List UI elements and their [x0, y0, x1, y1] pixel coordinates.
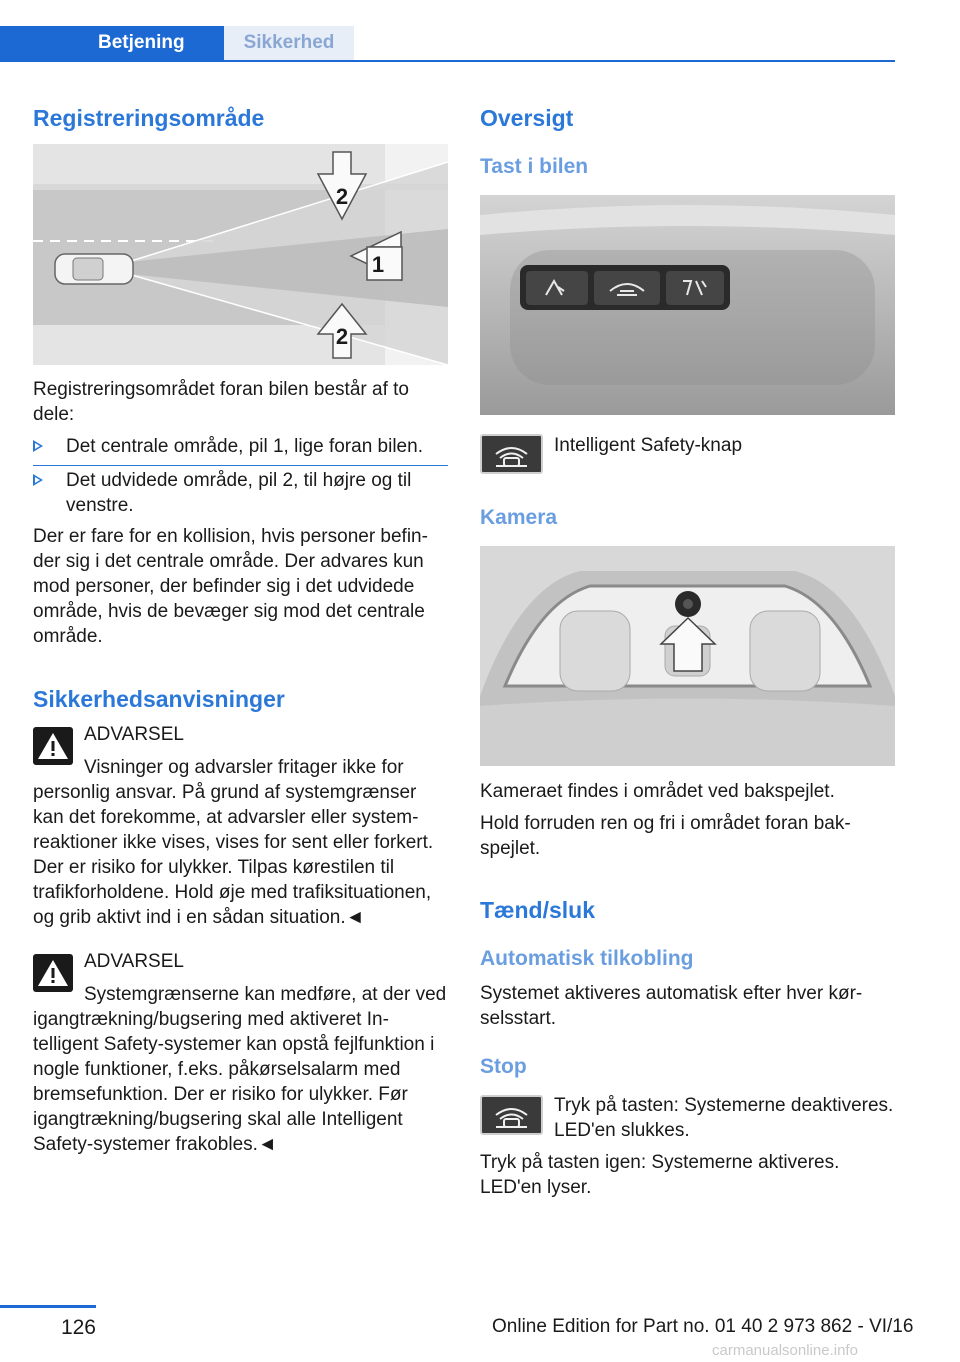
chapter-tabbar: [0, 26, 895, 62]
collision-paragraph: Der er fare for en kollision, hvis personer befinder sig i det centrale område. Der advares kun mod personer, der befinder sig i det udvidede område, hvis de bevæger sig mod det centrale område.: [33, 526, 428, 647]
intelligent-safety-button-icon: [480, 434, 543, 474]
page-number: 126: [60, 1316, 96, 1339]
tab-sikkerhed[interactable]: Sikkerhed: [224, 26, 354, 60]
bullet-item-1: [33, 434, 448, 459]
watermark-text: carmanualsonline.info: [712, 1342, 858, 1359]
section-title-oversigt: Oversigt: [480, 105, 574, 131]
stop-paragraph: Tryk på tasten: Systemerne deaktiveres. LED'en slukkes.: [554, 1095, 894, 1141]
detection-area-figure: [33, 144, 448, 365]
section-title-registreringsomrade: Registreringsområde: [33, 105, 265, 131]
warning-1-title: ADVARSEL: [84, 724, 184, 745]
intelligent-safety-button-icon: [480, 1095, 543, 1135]
camera-paragraph-2: Hold forruden ren og fri i området foran bakspejlet.: [480, 813, 851, 859]
warning-2-title: ADVARSEL: [84, 951, 184, 972]
edition-text: Online Edition for Part no. 01 40 2 973 862 - VI/16: [492, 1316, 914, 1337]
bullet-text-1: Det centrale område, pil 1, lige foran bilen.: [66, 436, 423, 457]
tab-betjening[interactable]: Betjening: [0, 26, 224, 60]
button-caption: Intelligent Safety-knap: [554, 435, 743, 456]
warning-2-text: Systemgrænserne kan medføre, at der ved igangtrækning/bugsering med aktiveret Intelligent Safety-systemer kan opstå fejlfunktion i nogle funktioner, f.eks. påkørselsalarm med bremsefunktion. Der er risiko for ulykker. Før igangtrækning/bugsering skal alle Intelligent Safety-systemer frakobles.◄: [33, 984, 447, 1155]
subtitle-automatisk-tilkobling: Automatisk tilkobling: [480, 947, 694, 970]
subtitle-tast-i-bilen: Tast i bilen: [480, 155, 589, 178]
subtitle-stop: Stop: [480, 1055, 527, 1078]
figure-label-1: 1: [371, 252, 385, 277]
auto-paragraph: Systemet aktiveres automatisk efter hver kørselsstart.: [480, 983, 863, 1029]
section-title-sikkerhedsanvisninger: Sikkerhedsanvisninger: [33, 686, 285, 712]
bullet-triangle-icon: [33, 474, 43, 486]
bullet-divider: [33, 465, 448, 466]
figure-label-2-bottom: 2: [335, 324, 349, 349]
footer-rule: [0, 1305, 96, 1308]
bullet-item-2: [33, 468, 448, 518]
detection-area-illustration: [33, 144, 448, 365]
figure-label-2-top: 2: [335, 184, 349, 209]
button-panel-photo: [480, 195, 895, 415]
bullet-triangle-icon: [33, 440, 43, 452]
warning-1-text: Visninger og advarsler fritager ikke for personlig ansvar. På grund af systemgrænser kan det forekomme, at advarsler eller systemreaktioner ikke vises, vises for sent eller forkert. Der er risiko for ulykker. Tilpas kørestilen til trafikforholdene. Hold øje med trafiksituationen, og grib aktivt ind i en sådan situation.◄: [33, 757, 434, 928]
stop-paragraph-2: Tryk på tasten igen: Systemerne aktiveres. LED'en lyser.: [480, 1152, 840, 1198]
subtitle-kamera: Kamera: [480, 506, 558, 529]
section-title-taend-sluk: Tænd/sluk: [480, 897, 596, 923]
camera-paragraph-1: Kameraet findes i området ved bakspejlet.: [480, 781, 835, 802]
camera-photo: [480, 546, 895, 766]
bullet-text-2: Det udvidede område, pil 2, til højre og til venstre.: [66, 470, 412, 516]
intro-paragraph: Registreringsområdet foran bilen består af to dele:: [33, 379, 409, 425]
